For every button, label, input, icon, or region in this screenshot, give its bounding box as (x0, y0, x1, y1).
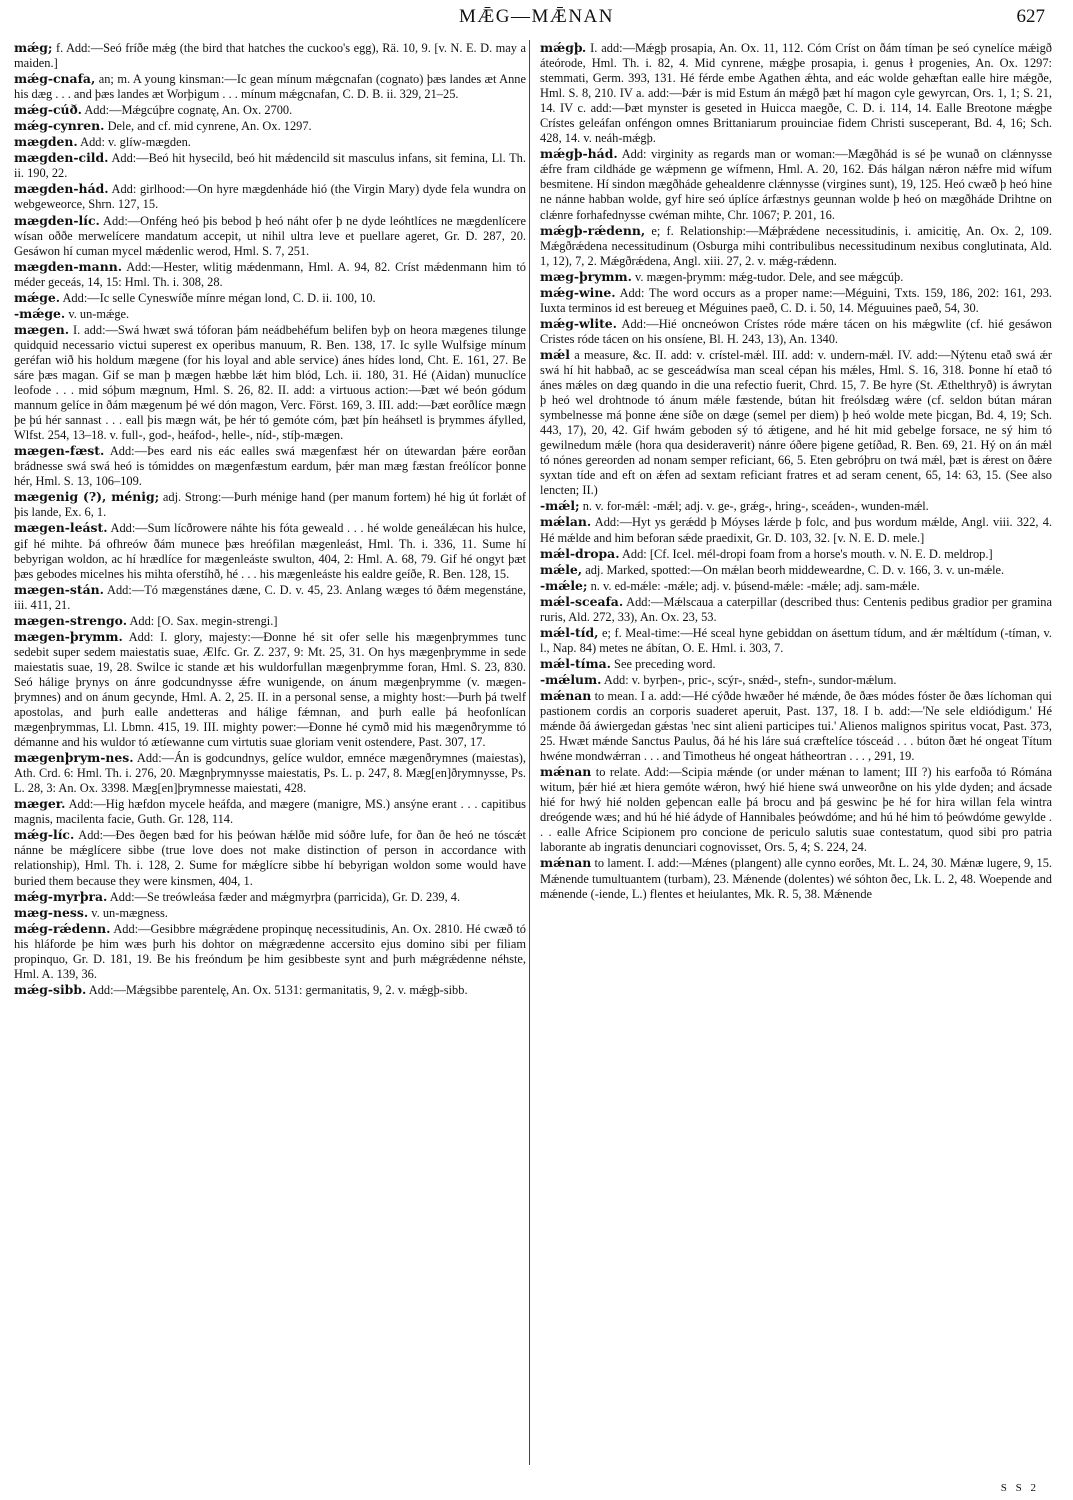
entry-headword: mǽnan (540, 687, 592, 703)
dictionary-entry (14, 118, 526, 134)
entry-headword: mǽl-tíma. (540, 655, 611, 671)
dictionary-entry (14, 489, 526, 520)
entry-body: Add:—Ic selle Cyneswíðe mínre mégan lond, C. D. ii. 100, 10. (62, 290, 376, 305)
dictionary-entry (540, 316, 1052, 347)
dictionary-entry (540, 625, 1052, 656)
dictionary-entry (14, 40, 526, 71)
dictionary-entry (14, 306, 526, 322)
entry-body: See preceding word. (614, 656, 716, 671)
entry-headword: mǽgþ-hád. (540, 146, 618, 162)
dictionary-entry (14, 259, 526, 290)
entry-headword: mǽnan (540, 855, 592, 871)
entry-headword: mǽgþ-rǽdenn, (540, 222, 646, 238)
entry-body: Add:—Tó mægenstánes dæne, C. D. v. 45, 23. Anlang wæges tó ðǽm megenstáne, iii. 411, 21. (14, 582, 526, 612)
dictionary-entry (540, 562, 1052, 578)
entry-body: Add: virginity as regards man or woman:—Mægðhád is sé þe wunað on clǽnnysse ǽfre fram cildháde ge wǽpmenn ge wífmenn, Hml. A. 20, 162. Ðás hálgan nǽron nǽfre mid wífum besmitene. Hí sindon mægðháde gehealdenre clǽnnysse (virgines sunt), 19, 125. Heó cwæð þ heó hine ne nánne habban wolde, gyf hire seó úplíce árfæstnys geunnan wolde þ heó on mægðháde Drihtne on clǽnre forhafednysse cwéman mihte, Chr. 1067; P. 201, 16. (540, 147, 1052, 222)
entry-headword: mægden. (14, 134, 78, 150)
entry-headword: mǽl-dropa. (540, 545, 620, 561)
entry-body: a measure, &c. II. add: v. crístel-mǽl. III. add: v. undern-mǽl. IV. add:—Nýtenu etað swá ǽr swá hí hit habbað, ac se gesceádwísa man sceal cépan his mǽles, Hml. S. 16, 318. Þonne hí etað tó ánes mǽles on dæg quando in die una refectio fuerit, Chrd. 15, 7. Be hyre (St. Æthelthryð) is áwrytan þ heó wel drohtnode tó ánum mǽle fæstende, bútan hit freólsdæg wǽre (cf. seldon bútan máran symbelnesse má þonne ǽne síðe on dæge (semel per diem) þ heó wolde mete þicgan, Bd. 4, 19; Sch. 443, 17), 20, 42. Gif hwám geboden sý tó ǽtigene, and hé hit mid gebelge forsace, ne sý him tó gewilnedum mǽle (hora qua desideraverit) nánre óðere þigene getíðad, R. Ben. 69, 21. Hý on án mǽl tó nónes gereorden ad nonam semper reficiant, 66, 5. Eten gebróþru on twá mǽl, þæt is ǽrest on ðǽre syxtan tíde and eft on ǽfen ad sextam reficiant fratres et ad seram cenent, 65, 14: 63, 15. (See also lencten; II.) (540, 347, 1052, 498)
running-header (0, 6, 1073, 34)
entry-body: Dele, and cf. mid cynrene, An. Ox. 1297. (107, 119, 312, 134)
entry-body: f. Add:—Seó fríðe mǽg (the bird that hatches the cuckoo's egg), Rä. 10, 9. [v. N. E. D. may a maiden.] (14, 41, 526, 71)
dictionary-entry (14, 905, 526, 921)
entry-body: Add: v. glíw-mægden. (80, 135, 191, 150)
dictionary-entry (540, 578, 1052, 594)
entry-body: Add: v. byrþen-, pric-, scýr-, snǽd-, stefn-, sundor-mǽlum. (603, 672, 897, 687)
entry-body: I. add:—Swá hwæt swá tóforan þám neádbehéfum belifen byþ on heora mægenes tilunge quidquid necessario victui superest ex operibus manuum, R. Ben. 138, 17. Ic sylle Wulfsige mínum geréfan wið his holdum mægene (for his loyal and able service) ánes hídes lond, Cht. E. 161, 27. Be sáre þæs magan. Gif se man þ mægen hæbbe lǽt him blód, Lch. ii. 180, 31. Hé (Aidan) munuclíce leofode . . . mid sóþum mægnum, Hml. S. 26, 82. II. add: a virtuous action:—Þæt wé beón gódum mannum gelíce in ðám mægenum þé wé dón magon, Verc. Först. 169, 3. III. add:—Þæt eorðlíce mægn þe þú hér sannast . . . eall þis mægn wát, þe hér tó gemóte cóm, þæt þín heáhsetl is þrymmes áfylled, Wlfst. 254, 13–18. v. full-, god-, heáfod-, helle-, níd-, stíþ-mægen. (14, 322, 526, 443)
page-number: 627 (1016, 6, 1045, 27)
dictionary-entry (540, 546, 1052, 562)
dictionary-entry (14, 982, 526, 998)
right-column (540, 40, 1052, 1475)
dictionary-entry (14, 443, 526, 489)
dictionary-entry (540, 764, 1052, 855)
column-divider (529, 40, 530, 1465)
dictionary-entry (14, 134, 526, 150)
dictionary-entry (14, 827, 526, 888)
dictionary-entry (14, 613, 526, 629)
entry-headword: mǽl-tíd, (540, 624, 599, 640)
entry-headword: mægenig (?), ménig; (14, 489, 160, 505)
dictionary-entry (14, 889, 526, 905)
dictionary-entry (540, 146, 1052, 222)
entry-body: e; f. Relationship:—Mǽþrǽdene necessitudinis, i. amicitię, An. Ox. 2, 109. Mǽgðrǽdena necessitudinum (Osburga mihi contribulibus necessitudinum nexibus conglutinata, Ald. 1, 12), 7, 2. Mǽgðrǽdena, Angl. xiii. 27, 2. v. mǽg-rǽdenn. (540, 223, 1052, 268)
entry-headword: mǽg; (14, 40, 53, 55)
entry-headword: mǽg-líc. (14, 827, 75, 843)
dictionary-entry (14, 520, 526, 581)
entry-headword: mægen-leást. (14, 520, 108, 536)
left-column (14, 40, 526, 1475)
entry-headword: mǽg-cynren. (14, 118, 105, 134)
dictionary-entry (540, 514, 1052, 545)
entry-body: e; f. Meal-time:—Hé sceal hyne gebiddan on ásettum tídum, and ǽr mǽltídum (-tíman, v. l., Nap. 84) metes ne ábítan, O. E. Hml. i. 303, 7. (540, 625, 1052, 655)
entry-headword: mægen-strengo. (14, 612, 128, 628)
entry-headword: -mǽle; (540, 577, 588, 593)
entry-headword: -mǽl; (540, 498, 580, 514)
entry-body: Add:—Ðes ðegen bæd for his þeówan hǽlðe mid sóðre lufe, for ðan ðe heó ne tóscǽt nánne be mǽglícere sibbe (true love does not make distinction of person in accordance with relationship), Hml. Th. i. 128, 2. Sume for mǽglícre sibbe hí bebyrigan woldon some would have buried them because they were kinsmen, 404, 1. (14, 828, 526, 888)
dictionary-entry (14, 796, 526, 827)
entry-headword: mæger. (14, 796, 66, 812)
entry-body: Add:—Gesibbre mǽgrǽdene propinquę necessitudinis, An. Ox. 2810. Hé cwæð tó his hláforde þe him wæs þurh his dohtor on mǽgrædenne accersito ejus domino sibi per filiam propinquo, Gr. D. 181, 19. Be his freóndum þe him gesibbeste synt and þurh mǽgrǽdenne néhste, Hml. A. 139, 36. (14, 921, 526, 981)
entry-headword: mægen-fæst. (14, 443, 105, 459)
entry-body: Add:—Mǽlscaua a caterpillar (described thus: Centenis pedibus gradior per gramina ruris, Ald. 272, 33), An. Ox. 23, 53. (540, 594, 1052, 624)
entry-headword: mægenþrym-nes. (14, 750, 134, 766)
entry-body: Add:—Hié oncneówon Crístes róde mǽre tácen on his mǽgwlite (cf. hié gesáwon Cristes róde tácen on his onsíene, Bl. H. 243, 13), An. 1340. (540, 316, 1052, 346)
entry-headword: mǽl (540, 346, 570, 362)
entry-body: Add:—Hyt ys gerǽdd þ Móyses lǽrde þ folc, and þus wordum mǽlde, Angl. viii. 322, 4. Hé mǽlde and him beforan sǽde praedixit, Gr. D. 103, 32. [v. N. E. D. mele.] (540, 515, 1052, 545)
entry-headword: mǽg-rǽdenn. (14, 920, 111, 936)
entry-headword: -mǽlum. (540, 671, 602, 687)
entry-body: Add: [Cf. Icel. mél-dropi foam from a horse's mouth. v. N. E. D. meldrop.] (621, 546, 993, 561)
dictionary-entry (14, 290, 526, 306)
dictionary-entry (540, 347, 1052, 498)
entry-headword: -mǽge. (14, 305, 66, 321)
dictionary-entry (540, 223, 1052, 269)
entry-body: I. add:—Mǽgþ prosapia, An. Ox. 11, 112. Cóm Críst on ðám tíman þe seó cynelíce mǽigð áteórode, Hml. Th. i. 82, 4. Mid cynrene, mǽgþe prosapia, i. genus ł progenies, An. Ox. 1297: stemmati, Germ. 393, 131. Hé férde embe Agathen ǽhta, and eác wolde gehæftan ealle hire mǽgðe, Hml. S. 8, 210. IV a. add:—Þǽr is mid Estum án mǽgð þæt hí magon cyle gewyrcan, Ors. 1, 1; S. 21, 14. IV c. add:—Þæt mynster is geseted in Huicca maegðe, C. D. i. 114, 14. Ealle Breotone mǽgþe Crístes geleáfan onféngon omnes Brittaniarum prouinciae fidem Christi susceperant, Bd. 4, 16; Sch. 428, 14. v. neáh-mǽgþ. (540, 41, 1052, 146)
dictionary-entry (14, 102, 526, 118)
dictionary-entry (14, 582, 526, 613)
dictionary-entry (14, 150, 526, 181)
entry-headword: mægen-stán. (14, 581, 104, 597)
entry-headword: mǽg-sibb. (14, 981, 87, 997)
entry-headword: mǽge. (14, 289, 61, 305)
entry-headword: mægen. (14, 321, 70, 337)
entry-body: to mean. I a. add:—Hé cýðde hwæðer hé mǽnde, ðe ðæs módes fóster ðe ðæs líchoman qui pastionem cordis an corporis suaderet aperuit, Past. 137, 18. I b. add:—'Ne sele eldiódigum.' Hé mǽnde ðá áwiergedan gǽstas 'nec sint alieni participes tui.' Alienos malignos spiritus vocat, Past. 373, 25. Hwæt mǽnde Sanctus Paulus, ðá hé his láre suá cræftelíce tósceád . . . búton ðæt hé ongeat Títum hwéne mondwǽrran . . . and Timotheus hé ongeat hátheortran . . . , 291, 19. (540, 688, 1052, 764)
dictionary-entry (14, 322, 526, 443)
printer-signature-mark: S S 2 (1000, 1482, 1039, 1494)
dictionary-entry (14, 181, 526, 212)
entry-body: Add: girlhood:—On hyre mægdenháde hió (the Virgin Mary) dyde fela wundra on webgeweorce, Shrn. 127, 15. (14, 182, 526, 212)
entry-body: Add:—Mǽgcúþre cognatę, An. Ox. 2700. (84, 103, 293, 118)
entry-body: Add:—Sum lícðrowere náhte his fóta geweald . . . hé wolde geneálǽcan his hulce, gif hé mihte. Þá ofhreów ðám munece þæs hreófilan mægenleást, Hml. Th. i. 336, 11. Sume hí bebyrigan woldon, ac hí hrædlíce for mægenleáste swulton, 404, 2: Hml. A. 68, 79. Gif hé ongyt þæt þæs gebodes micelnes his mihta oferstíhð, hé . . . his mægenleáste his ealdre geíðe, R. Ben. 128, 15. (14, 521, 526, 581)
dictionary-entry (540, 688, 1052, 764)
entry-body: Add:—Hig hæfdon mycele heáfda, and mægere (manigre, MS.) ansýne erant . . . capitibus magnis, macilenta facie, Guth. Gr. 128, 114. (14, 797, 526, 827)
entry-headword: mægden-mann. (14, 258, 123, 274)
entry-body: Add:—Hester, wlitig mǽdenmann, Hml. A. 94, 82. Críst mǽdenmann him tó méder geceás, 14, 15: Hml. Th. i. 308, 28. (14, 259, 526, 289)
entry-headword: mǽg-wlite. (540, 315, 617, 331)
entry-body: Add: [O. Sax. megin-strengi.] (129, 613, 278, 628)
entry-body: Add:—Onféng heó þis bebod þ heó náht ofer þ ne dyde leóhtlíces ne mægdenlícere wísan oððe merwelícere mandatum accepit, ut nihil ultra leve et puellare ageret, Gr. D. 287, 20. Gesáwon hí cuman mycel mǽdenlic werod, Hml. S. 7, 251. (14, 213, 526, 258)
entry-headword: mǽl-sceafa. (540, 593, 624, 609)
dictionary-entry (14, 213, 526, 259)
entry-headword: mǽg-cúð. (14, 102, 82, 118)
entry-body: n. v. for-mǽl: -mǽl; adj. v. ge-, grǽg-, hring-, sceáden-, wunden-mǽl. (582, 499, 929, 514)
entry-body: Add: The word occurs as a proper name:—Méguini, Txts. 159, 186, 202: 161, 293. Iuxta terminos id est bereueg et Méguines paeð, C. D. i. 50, 14. Méguuines paeð, 54, 30. (540, 285, 1052, 315)
dictionary-entry (540, 285, 1052, 316)
entry-headword: mæg-ness. (14, 904, 89, 920)
entry-body: Add:—Þes eard nis eác ealles swá mægenfæst hér on útewardan þǽre eorðan brádnesse swá swá heó is tómiddes on mægenfæstum eardum, þǽr man mæg fæstan freólícor þonne hér, Hml. S. 13, 106–109. (14, 444, 526, 489)
entry-body: to lament. I. add:—Mǽnes (plangent) alle cynno eorðes, Mt. L. 24, 30. Mǽnæ lugere, 9, 15. Mǽnende tumultuantem (turbam), 23. Mǽnende (dolentes) wé sóhton ðec, Lk. L. 2, 48. Woepende and mǽnende (-iende, L.) flentes et heiulantes, Mk. R. 5, 38. Mǽnende (540, 856, 1052, 901)
entry-body: Add: I. glory, majesty:—Ðonne hé sit ofer selle his mægenþrymmes tunc sedebit super sedem maiestatis suae, Ælfc. Gr. Z. 237, 9: Mt. 25, 31. On hys mægenþrymme in sede maiestatis suae, 19, 28. Swilce ic stande æt his wuldorfullan mægenþrymme foran, Hml. S. 23, 830. Seó hálige þrynys on ánre godcundnysse ǽfre wunigende, on ánum mægenþrymme (v. mægen-þrymnes) and on ánum gecynde, Hml. A. 2, 25. II. in a personal sense, a mighty host:—Þurh þá twelf apostolas, and þurh ealle andetteras and hálige fǽmnan, and þurh ealle þá heofonlícan mægenþrymmas, Ll. Lbmn. 415, 19. III. mighty power:—Ðonne hé cymð mid his mægenðrymme tó démanne and his wuldor tó ætíewanne cum virtutis suae gloriam venit ostendere, Past. 307, 17. (14, 629, 526, 750)
dictionary-entry (540, 269, 1052, 285)
entry-headword: mǽnan (540, 764, 592, 780)
entry-headword: mægen-þrymm. (14, 628, 123, 644)
entry-headword: mǽg-cnafa, (14, 71, 96, 87)
entry-headword: mægden-hád. (14, 181, 109, 197)
entry-body: Add:—Se treówleása fæder and mǽgmyrþra (parricida), Gr. D. 239, 4. (109, 889, 461, 904)
entry-headword: mæg-þrymm. (540, 268, 632, 284)
running-title: MǢG—MǢNAN (459, 6, 614, 27)
dictionary-entry (14, 71, 526, 102)
entry-body: Add:—Beó hit hysecild, beó hit mǽdencild sit masculus infans, sit femina, Ll. Th. ii. 190, 22. (14, 151, 526, 181)
entry-body: adj. Marked, spotted:—On mǽlan beorh middeweardne, C. D. v. 166, 3. v. un-mǽle. (585, 562, 1005, 577)
entry-body: v. un-mægness. (91, 905, 168, 920)
entry-body: adj. Strong:—Þurh ménige hand (per manum fortem) hé hig út forlǽt of þis lande, Ex. 6, 1. (14, 490, 526, 520)
entry-headword: mǽg-wine. (540, 284, 616, 300)
entry-body: v. mægen-þrymm: mǽg-tudor. Dele, and see mǽgcúþ. (635, 269, 904, 284)
entry-headword: mǽle, (540, 561, 583, 577)
entry-body: v. un-mǽge. (68, 306, 130, 321)
dictionary-entry (540, 594, 1052, 625)
entry-headword: mǽlan. (540, 514, 592, 530)
entry-body: to relate. Add:—Scipia mǽnde (or under mǽnan to lament; III ?) his earfoða tó Rómána witum, þǽr hié æt hiera gemóte wǽron, hwý hié hiene swá unweorðne on his ylde dyden; and ácsade hié for hwý hié nolden geþencan ealle þá brocu and þá geswinc þe hé for hira willan fela wintra dreógende wæs; and hú hé hié ádyde of Hannibales þeówdóme; and hú hé him tó þeówdóme gewylde . . . ealle Africe Scipionem pro concione de periculo salutis suae contestatum, quod sibi pro patria laborante ab ingratis denunciari cognovisset, Ors. 5, 4; S. 224, 24. (540, 765, 1052, 855)
dictionary-entry (14, 921, 526, 982)
dictionary-entry (14, 629, 526, 750)
dictionary-entry (14, 750, 526, 796)
entry-headword: mægden-cild. (14, 150, 109, 166)
entry-body: Add:—Mǽgsibbe parentelę, An. Ox. 5131: germanitatis, 9, 2. v. mǽgþ-sibb. (88, 982, 468, 997)
entry-body: Add:—Án is godcundnys, gelíce wuldor, emnéce mægenðrymnes (maiestas), Ath. Crd. 6: Hml. Th. i. 276, 20. Mægnþrymnysse maiestatis, Ps. L. p. 247, 8. Mæg[en]ðrymnysse, Ps. L. 28, 3: An. Ox. 3398. Mæg[en]þrymnesse maiestati, 428. (14, 751, 526, 796)
entry-headword: mǽg-myrþra. (14, 888, 108, 904)
dictionary-entry (540, 498, 1052, 514)
entry-body: an; m. A young kinsman:—Ic gean mínum mǽgcnafan (cognato) þæs landes æt Anne his dæg . . . and þæs landes æt Worþigum . . . mínum mǽgcnafan, C. D. B. ii. 329, 21–25. (14, 72, 526, 102)
dictionary-entry (540, 672, 1052, 688)
dictionary-entry (540, 656, 1052, 672)
entry-headword: mǽgþ. (540, 40, 587, 55)
dictionary-entry (540, 40, 1052, 146)
dictionary-entry (540, 855, 1052, 901)
entry-headword: mægden-líc. (14, 212, 100, 228)
entry-body: n. v. ed-mǽle: -mǽle; adj. v. þúsend-mǽle: -mǽle; adj. sam-mǽle. (590, 578, 920, 593)
